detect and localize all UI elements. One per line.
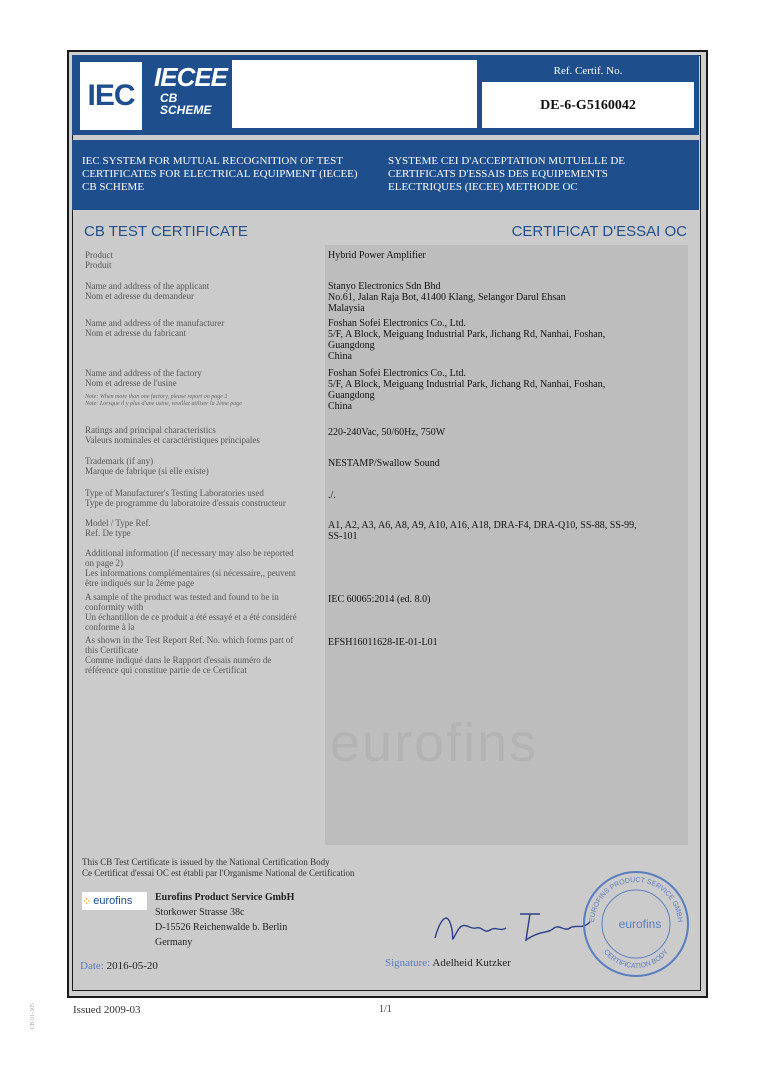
issuer-name: Eurofins Product Service GmbH [155, 892, 295, 903]
value-line: Foshan Sofei Electronics Co., Ltd. [328, 368, 467, 379]
label-line: Product [85, 250, 113, 260]
label-line: Un échantillon de ce produit a été essayé et a été considéré [85, 612, 297, 622]
value-line: China [328, 351, 352, 362]
value-line: IEC 60065:2014 (ed. 8.0) [328, 594, 431, 605]
page-number: 1/1 [379, 1004, 392, 1015]
certification-stamp [580, 868, 692, 980]
label-line: Marque de fabrique (si elle existe) [85, 466, 209, 476]
label-line: conformity with [85, 602, 144, 612]
field-label-manufacturer [85, 318, 320, 338]
cb-logo-text: CB [160, 91, 178, 105]
field-value-trademark [328, 458, 683, 469]
value-line: NESTAMP/Swallow Sound [328, 458, 440, 469]
issue-date [80, 960, 158, 972]
label-line: Ref. De type [85, 528, 131, 538]
label-line: référence qui constitue partie de ce Certificat [85, 665, 247, 675]
label-line: Nom et adresse de l'usine [85, 378, 177, 388]
scheme-title-en-line: IEC SYSTEM FOR MUTUAL RECOGNITION OF TEST [82, 155, 343, 167]
svg-text:CERTIFICATION BODY [602, 948, 670, 970]
value-line: Hybrid Power Amplifier [328, 250, 426, 261]
issuer-address [155, 890, 375, 950]
date-value: 2016-05-20 [106, 960, 158, 972]
field-value-applicant [328, 281, 683, 314]
label-line: Trademark (if any) [85, 456, 154, 466]
statement-line: Ce Certificat d'essai OC est établi par l'Organisme National de Certification [82, 868, 355, 878]
scheme-title-en-line: CB SCHEME [82, 181, 145, 193]
value-line: SS-101 [328, 531, 358, 542]
date-label: Date: [80, 960, 104, 972]
label-line: Produit [85, 260, 112, 270]
ref-certificate-number: DE-6-G5160042 [540, 98, 636, 113]
scheme-logo-text: SCHEME [160, 103, 212, 117]
scheme-title-fr-line: CERTIFICATS D'ESSAIS DES EQUIPEMENTS [388, 168, 608, 180]
signatory-name: Adelheid Kutzker [432, 957, 511, 969]
scheme-title-fr-line: SYSTEME CEI D'ACCEPTATION MUTUELLE DE [388, 155, 625, 167]
header-blank-panel [232, 60, 477, 128]
certificate-title-fr: CERTIFICAT D'ESSAI OC [511, 223, 687, 240]
field-value-lab-type [328, 490, 683, 501]
eurofins-logo [82, 892, 147, 910]
value-line: 5/F, A Block, Meiguang Industrial Park, Jichang Rd, Nanhai, Foshan, [328, 379, 606, 390]
label-line: Type de programme du laboratoire d'essais constructeur [85, 498, 286, 508]
scheme-title-en [82, 155, 382, 194]
iecee-logo-text: IECEE [154, 62, 228, 92]
issued-version: Issued 2009-03 [73, 1004, 141, 1016]
factory-note: Note: When more than one factory, please report on page 2 [85, 394, 228, 400]
value-line: China [328, 401, 352, 412]
field-value-ratings [328, 427, 683, 438]
label-line: Nom et adresse du fabricant [85, 328, 186, 338]
stamp-top-text: EUROFINS PRODUCT SERVICE GMBH [588, 876, 684, 923]
side-form-code: CB 01-305 [30, 1003, 36, 1030]
value-line: Guangdong [328, 340, 375, 351]
label-line: Les informations complémentaires (si nécessaire,, peuvent [85, 568, 296, 578]
signature-label: Signature: [385, 957, 431, 969]
label-line: Name and address of the factory [85, 368, 202, 378]
iec-logo-text: IEC [87, 79, 135, 112]
field-value-standard [328, 594, 683, 605]
issuer-address-line: Storkower Strasse 38c [155, 907, 245, 918]
scheme-title-fr [388, 155, 693, 194]
label-line: conforme à la [85, 622, 135, 632]
handwritten-signature [430, 900, 600, 950]
field-value-factory [328, 368, 683, 412]
field-label-lab-type [85, 488, 320, 508]
statement-line: This CB Test Certificate is issued by the National Certification Body [82, 857, 330, 867]
field-value-manufacturer [328, 318, 683, 362]
issuer-address-line: Germany [155, 937, 193, 948]
eurofins-watermark: eurofins [330, 713, 539, 773]
label-line: Comme indiqué dans le Rapport d'essais numéro de [85, 655, 272, 665]
value-line: No.61, Jalan Raja Bot, 41400 Klang, Selangor Darul Ehsan [328, 292, 566, 303]
value-line: 220-240Vac, 50/60Hz, 750W [328, 427, 446, 438]
stamp-bottom-text: CERTIFICATION BODY [602, 948, 670, 971]
field-label-ratings [85, 425, 320, 445]
value-line: Malaysia [328, 303, 365, 314]
label-line: Model / Type Ref. [85, 518, 151, 528]
label-line: on page 2) [85, 558, 123, 568]
label-line: Ratings and principal characteristics [85, 425, 216, 435]
signature-line [385, 957, 511, 969]
label-line: Nom et adresse du demandeur [85, 291, 194, 301]
field-label-factory [85, 368, 320, 408]
label-line: Name and address of the applicant [85, 281, 210, 291]
iecee-cb-scheme-logo [144, 60, 228, 128]
field-value-test-report [328, 637, 683, 648]
field-label-model [85, 518, 320, 538]
eurofins-dots-icon: ⁘ [82, 895, 92, 908]
field-value-model [328, 520, 683, 542]
scheme-title-fr-line: ELECTRIQUES (IECEE) METHODE OC [388, 181, 578, 193]
value-line: Foshan Sofei Electronics Co., Ltd. [328, 318, 467, 329]
field-label-additional-info [85, 548, 320, 588]
field-label-trademark [85, 456, 320, 476]
ref-certificate-label: Ref. Certif. No. [482, 60, 694, 82]
iec-logo [78, 60, 144, 132]
label-line: this Certificate [85, 645, 139, 655]
value-line: EFSH16011628-IE-01-L01 [328, 637, 438, 648]
label-line: Name and address of the manufacturer [85, 318, 225, 328]
value-line: ./. [328, 490, 336, 501]
certificate-title-en: CB TEST CERTIFICATE [84, 223, 248, 240]
value-line: Stanyo Electronics Sdn Bhd [328, 281, 441, 292]
field-label-conformity [85, 592, 320, 632]
issuer-address-line: D-15526 Reichenwalde b. Berlin [155, 922, 288, 933]
stamp-center-text: eurofins [618, 917, 662, 931]
label-line: As shown in the Test Report Ref. No. which forms part of [85, 635, 294, 645]
scheme-title-en-line: CERTIFICATES FOR ELECTRICAL EQUIPMENT (IECEE) [82, 168, 358, 180]
eurofins-logo-text: eurofins [93, 895, 133, 907]
label-line: Additional information (if necessary may also be reported [85, 548, 294, 558]
field-label-product [85, 250, 320, 270]
field-value-product [328, 250, 683, 261]
value-line: 5/F, A Block, Meiguang Industrial Park, Jichang Rd, Nanhai, Foshan, [328, 329, 606, 340]
label-line: être indiqués sur la 2ème page [85, 578, 195, 588]
factory-note: Note: Lorsque il y plus d'une usine, veuillez utiliser la 2ème page [85, 401, 242, 407]
field-label-test-report [85, 635, 320, 675]
value-line: A1, A2, A3, A6, A8, A9, A10, A16, A18, DRA-F4, DRA-Q10, SS-88, SS-99, [328, 520, 637, 531]
field-label-applicant [85, 281, 320, 301]
label-line: A sample of the product was tested and found to be in [85, 592, 279, 602]
label-line: Valeurs nominales et caractéristiques principales [85, 435, 260, 445]
label-line: Type of Manufacturer's Testing Laboratories used [85, 488, 264, 498]
value-line: Guangdong [328, 390, 375, 401]
